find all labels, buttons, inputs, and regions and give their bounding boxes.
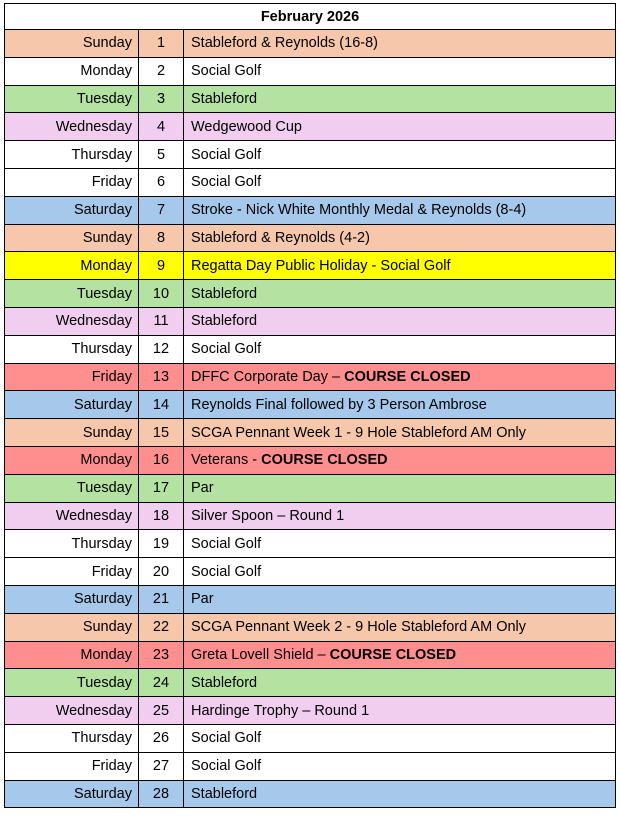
date-cell: 15	[139, 419, 184, 447]
table-row	[5, 141, 616, 169]
date-cell: 20	[139, 558, 184, 586]
event-text: Stableford	[191, 674, 258, 691]
table-row	[5, 307, 616, 335]
table-row	[5, 474, 616, 502]
table-row	[5, 113, 616, 141]
table-row	[5, 419, 616, 447]
date-cell: 24	[139, 669, 184, 697]
event-text: Stableford & Reynolds (16-8)	[191, 35, 378, 52]
date-cell: 13	[139, 363, 184, 391]
table-row	[5, 530, 616, 558]
table-row	[5, 391, 616, 419]
day-cell: Wednesday	[5, 502, 139, 530]
event-text: Par	[191, 480, 214, 497]
day-cell: Tuesday	[5, 669, 139, 697]
day-cell: Wednesday	[5, 307, 139, 335]
event-text: Wedgewood Cup	[191, 118, 302, 135]
table-row	[5, 196, 616, 224]
date-cell: 10	[139, 280, 184, 308]
event-cell	[184, 446, 616, 474]
event-text: Stableford	[191, 313, 258, 330]
event-text: Stableford	[191, 285, 258, 302]
table-row	[5, 558, 616, 586]
day-cell: Monday	[5, 446, 139, 474]
day-cell: Monday	[5, 252, 139, 280]
table-row	[5, 585, 616, 613]
day-cell: Sunday	[5, 30, 139, 58]
event-text: Social Golf	[191, 341, 262, 358]
date-cell: 17	[139, 474, 184, 502]
event-cell	[184, 613, 616, 641]
event-text: DFFC Corporate Day –	[191, 368, 345, 385]
date-cell: 25	[139, 697, 184, 725]
day-cell: Saturday	[5, 585, 139, 613]
day-cell: Friday	[5, 752, 139, 780]
table-row	[5, 280, 616, 308]
date-cell: 9	[139, 252, 184, 280]
event-text: Silver Spoon – Round 1	[191, 507, 345, 524]
event-text: Stroke - Nick White Monthly Medal & Reynolds (8-4)	[191, 202, 527, 219]
event-cell	[184, 780, 616, 808]
day-cell: Sunday	[5, 419, 139, 447]
table-row	[5, 724, 616, 752]
date-cell: 5	[139, 141, 184, 169]
table-row	[5, 613, 616, 641]
course-closed-label: COURSE CLOSED	[344, 368, 471, 385]
date-cell: 4	[139, 113, 184, 141]
event-text: Social Golf	[191, 563, 262, 580]
event-cell	[184, 168, 616, 196]
event-cell	[184, 85, 616, 113]
event-text: Social Golf	[191, 174, 262, 191]
date-cell: 3	[139, 85, 184, 113]
date-cell: 26	[139, 724, 184, 752]
event-cell	[184, 252, 616, 280]
event-cell	[184, 530, 616, 558]
table-row	[5, 669, 616, 697]
date-cell: 6	[139, 168, 184, 196]
event-cell	[184, 141, 616, 169]
day-cell: Thursday	[5, 724, 139, 752]
event-cell	[184, 474, 616, 502]
calendar-title: February 2026	[5, 4, 616, 30]
event-text: Regatta Day Public Holiday - Social Golf	[191, 257, 451, 274]
event-cell	[184, 113, 616, 141]
table-row	[5, 446, 616, 474]
event-cell	[184, 196, 616, 224]
day-cell: Saturday	[5, 780, 139, 808]
event-text: Social Golf	[191, 63, 262, 80]
day-cell: Thursday	[5, 141, 139, 169]
day-cell: Wednesday	[5, 113, 139, 141]
day-cell: Tuesday	[5, 280, 139, 308]
date-cell: 28	[139, 780, 184, 808]
table-row	[5, 752, 616, 780]
table-row	[5, 502, 616, 530]
event-cell	[184, 669, 616, 697]
calendar-table	[4, 3, 616, 808]
event-text: Social Golf	[191, 146, 262, 163]
event-cell	[184, 724, 616, 752]
day-cell: Friday	[5, 558, 139, 586]
date-cell: 7	[139, 196, 184, 224]
event-cell	[184, 585, 616, 613]
event-text: Social Golf	[191, 535, 262, 552]
event-text: Greta Lovell Shield –	[191, 646, 330, 663]
day-cell: Sunday	[5, 224, 139, 252]
event-text: Social Golf	[191, 758, 262, 775]
day-cell: Tuesday	[5, 474, 139, 502]
date-cell: 19	[139, 530, 184, 558]
day-cell: Tuesday	[5, 85, 139, 113]
event-cell	[184, 335, 616, 363]
table-row	[5, 57, 616, 85]
day-cell: Thursday	[5, 335, 139, 363]
day-cell: Monday	[5, 57, 139, 85]
table-row	[5, 641, 616, 669]
calendar-body	[5, 30, 616, 808]
event-cell	[184, 30, 616, 58]
table-row	[5, 224, 616, 252]
day-cell: Thursday	[5, 530, 139, 558]
event-text: Social Golf	[191, 730, 262, 747]
day-cell: Sunday	[5, 613, 139, 641]
course-closed-label: COURSE CLOSED	[261, 452, 388, 469]
day-cell: Saturday	[5, 196, 139, 224]
table-row	[5, 168, 616, 196]
date-cell: 12	[139, 335, 184, 363]
date-cell: 27	[139, 752, 184, 780]
event-text: Hardinge Trophy – Round 1	[191, 702, 370, 719]
event-cell	[184, 419, 616, 447]
date-cell: 11	[139, 307, 184, 335]
table-row	[5, 363, 616, 391]
event-text: Stableford & Reynolds (4-2)	[191, 229, 370, 246]
date-cell: 14	[139, 391, 184, 419]
event-text: SCGA Pennant Week 2 - 9 Hole Stableford AM Only	[191, 619, 527, 636]
date-cell: 21	[139, 585, 184, 613]
event-cell	[184, 502, 616, 530]
course-closed-label: COURSE CLOSED	[329, 646, 457, 663]
event-text: Reynolds Final followed by 3 Person Ambrose	[191, 396, 487, 413]
day-cell: Friday	[5, 363, 139, 391]
date-cell: 18	[139, 502, 184, 530]
event-cell	[184, 224, 616, 252]
date-cell: 16	[139, 446, 184, 474]
date-cell: 23	[139, 641, 184, 669]
event-cell	[184, 363, 616, 391]
day-cell: Friday	[5, 168, 139, 196]
event-cell	[184, 558, 616, 586]
event-cell	[184, 391, 616, 419]
header-row	[5, 4, 616, 30]
event-cell	[184, 752, 616, 780]
event-text: Stableford	[191, 90, 258, 107]
event-cell	[184, 57, 616, 85]
event-cell	[184, 641, 616, 669]
event-text: SCGA Pennant Week 1 - 9 Hole Stableford AM Only	[191, 424, 527, 441]
table-row	[5, 85, 616, 113]
date-cell: 8	[139, 224, 184, 252]
date-cell: 2	[139, 57, 184, 85]
day-cell: Wednesday	[5, 697, 139, 725]
table-row	[5, 780, 616, 808]
table-row	[5, 252, 616, 280]
event-text: Veterans -	[191, 452, 262, 469]
table-row	[5, 335, 616, 363]
day-cell: Saturday	[5, 391, 139, 419]
event-text: Stableford	[191, 785, 258, 802]
event-cell	[184, 307, 616, 335]
event-cell	[184, 280, 616, 308]
table-row	[5, 697, 616, 725]
event-text: Par	[191, 591, 214, 608]
date-cell: 1	[139, 30, 184, 58]
day-cell: Monday	[5, 641, 139, 669]
table-row	[5, 30, 616, 58]
date-cell: 22	[139, 613, 184, 641]
event-cell	[184, 697, 616, 725]
